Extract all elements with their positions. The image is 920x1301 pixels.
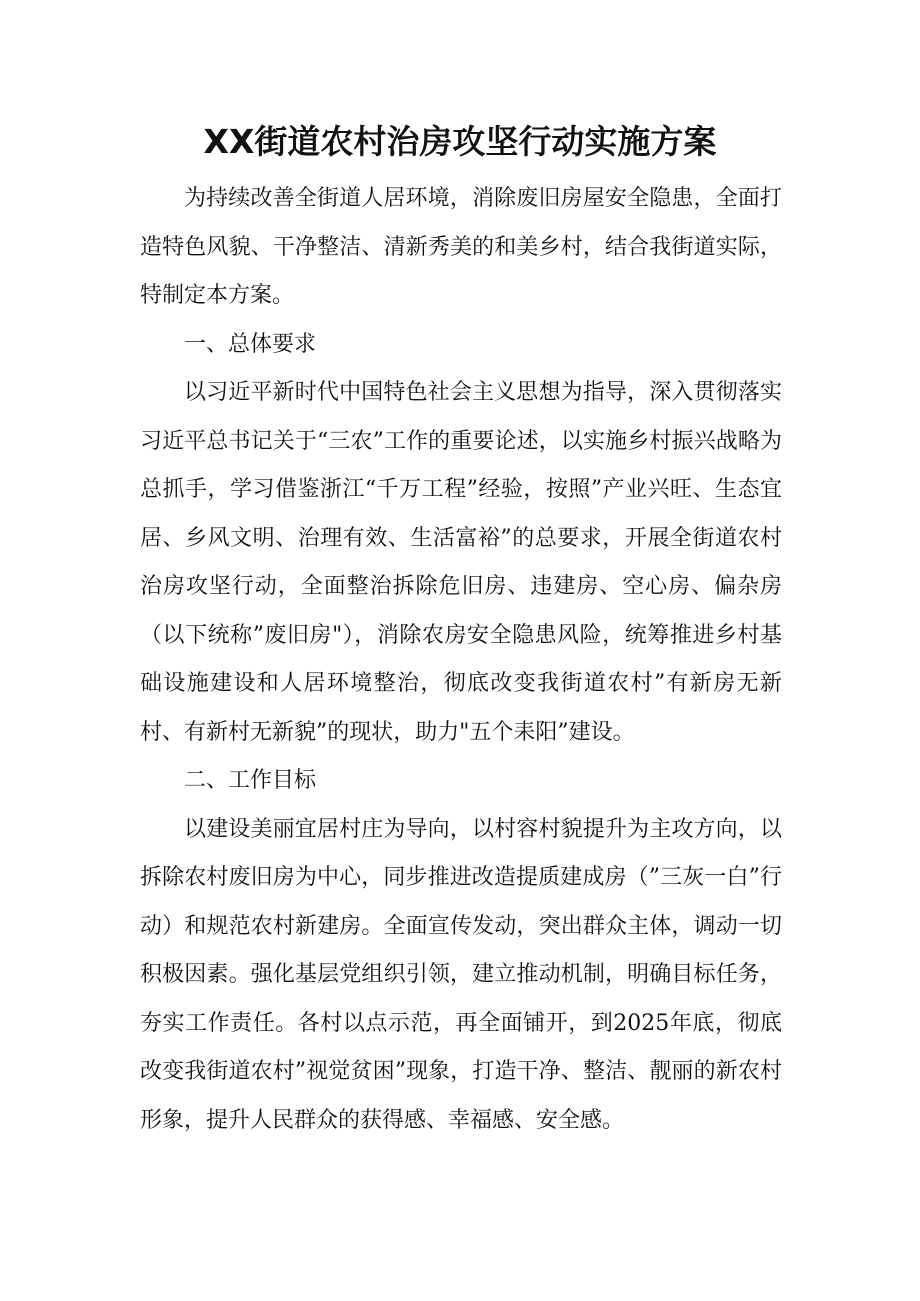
section-heading-overall-requirements: 一、总体要求 [184,331,317,357]
document-body [140,175,782,1145]
document-title: XX街道农村治房攻坚行动实施方案 [203,122,717,161]
intro-paragraph: 为持续改善全街道人居环境，消除废旧房屋安全隐患，全面打造特色风貌、干净整洁、清新秀美的和美乡村，结合我街道实际，特制定本方案。 [140,186,782,308]
section-paragraph-work-goals: 以建设美丽宜居村庄为导向，以村容村貌提升为主攻方向，以拆除农村废旧房为中心，同步推进改造提质建成房（”三灰一白”行动）和规范农村新建房。全面宣传发动，突出群众主体，调动一切积极因素。强化基层党组织引领，建立推动机制，明确目标任务，夯实工作责任。各村以点示范，再全面铺开，到2025年底，彻底改变我街道农村”视觉贫困”现象，打造干净、整洁、靓丽的新农村形象，提升人民群众的获得感、幸福感、安全感。 [140,816,782,1133]
section-paragraph-overall-requirements: 以习近平新时代中国特色社会主义思想为指导，深入贯彻落实习近平总书记关于“三农”工作的重要论述，以实施乡村振兴战略为总抓手，学习借鉴浙江“千万工程”经验，按照”产业兴旺、生态宜居、乡风文明、治理有效、生活富裕”的总要求，开展全街道农村治房攻坚行动，全面整治拆除危旧房、违建房、空心房、偏杂房（以下统称”废旧房"），消除农房安全隐患风险，统筹推进乡村基础设施建设和人居环境整治，彻底改变我街道农村”有新房无新村、有新村无新貌”的现状，助力"五个耒阳”建设。 [140,380,782,745]
section-heading-work-goals: 二、工作目标 [184,768,317,793]
